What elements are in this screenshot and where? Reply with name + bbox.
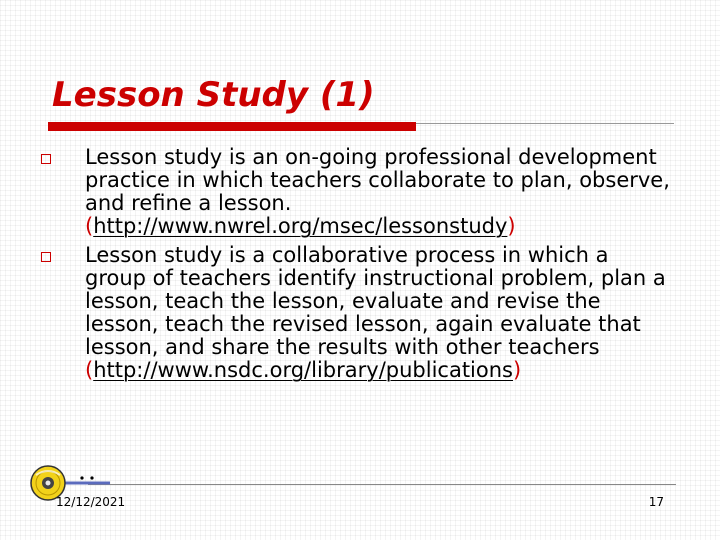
- bullet-item-1: [40, 146, 670, 238]
- title-rule-line: [416, 123, 674, 124]
- bullet-text-2: Lesson study is a collaborative process in which a group of teachers identify instructional problem, plan a lesson, teach the lesson, evaluate and revise the lesson, teach the revised lesson, again evaluate that lesson, and share the results with other teachers: [85, 243, 666, 359]
- page-number: 17: [648, 495, 664, 509]
- close-paren: ): [513, 358, 522, 382]
- bullet-list: [40, 146, 670, 388]
- open-paren: (: [85, 214, 94, 238]
- bullet-item-2: [40, 244, 670, 382]
- slide-title: Lesson Study (1): [52, 75, 375, 115]
- footer-rule-line: [88, 484, 676, 485]
- hollow-square-icon: [41, 154, 51, 164]
- bullet-text-1: Lesson study is an on-going professional development practice in which teachers collaborate to plan, observe, and refine a lesson.: [85, 145, 670, 215]
- title-underline-bar: [48, 122, 416, 131]
- open-paren: (: [85, 358, 94, 382]
- nwrel-link[interactable]: http://www.nwrel.org/msec/lessonstudy: [93, 214, 508, 238]
- nsdc-link[interactable]: http://www.nsdc.org/library/publications: [93, 358, 513, 382]
- close-paren: ): [507, 214, 516, 238]
- hollow-square-icon: [41, 252, 51, 262]
- footer-date: 12/12/2021: [56, 495, 126, 509]
